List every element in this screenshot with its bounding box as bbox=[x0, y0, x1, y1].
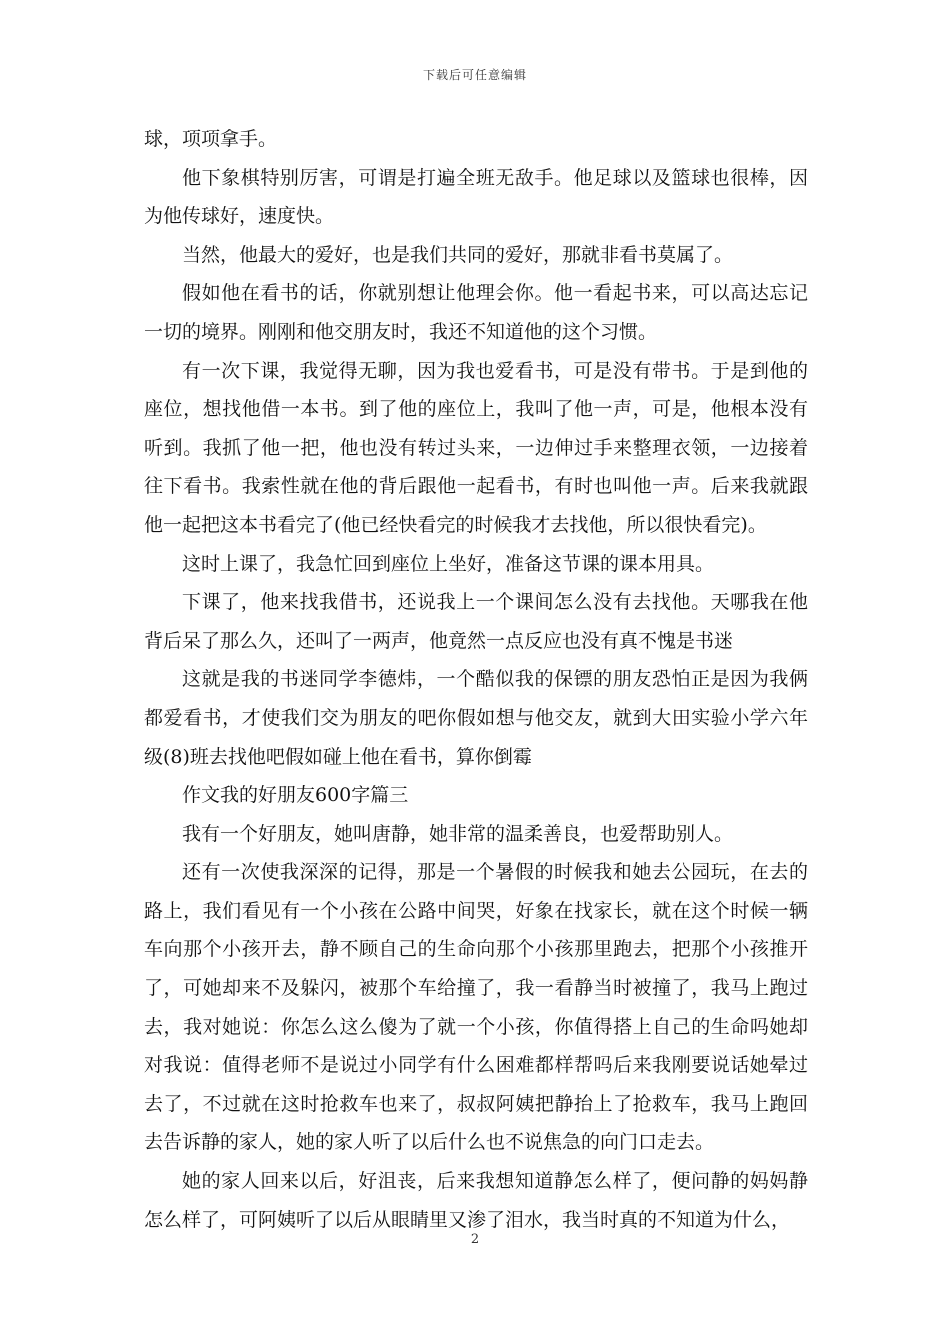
paragraph: 球，项项拿手。 bbox=[144, 128, 278, 150]
section-heading: 作文我的好朋友600字篇三 bbox=[182, 784, 409, 807]
paragraph: 我有一个好朋友，她叫唐静，她非常的温柔善良，也爱帮助别人。 bbox=[182, 822, 734, 845]
body-text bbox=[144, 120, 808, 1239]
page-number: 2 bbox=[470, 1232, 480, 1247]
paragraph: 他下象棋特别厉害，可谓是打遍全班无敌手。他足球以及篮球也很棒，因为他传球好，速度快。 bbox=[144, 166, 808, 228]
paragraph: 还有一次使我深深的记得，那是一个暑假的时候我和她去公园玩，在去的路上，我们看见有一个小孩在公路中间哭，好象在找家长，就在这个时候一辆车向那个小孩开去，静不顾自己的生命向那个小孩那里跑去，把那个小孩推开了，可她却来不及躲闪，被那个车给撞了，我一看静当时被撞了，我马上跑过去，我对她说：你怎么这么傻为了就一个小孩，你值得搭上自己的生命吗她却对我说：值得老师不是说过小同学有什么困难都样帮吗后来我刚要说话她晕过去了，不过就在这时抢救车也来了，叔叔阿姨把静抬上了抢救车，我马上跑回去告诉静的家人，她的家人听了以后什么也不说焦急的向门口走去。 bbox=[144, 861, 808, 1154]
page-header: 下载后可任意编辑 bbox=[422, 68, 527, 82]
paragraph: 假如他在看书的话，你就别想让他理会你。他一看起书来，可以高达忘记一切的境界。刚刚和他交朋友时，我还不知道他的这个习惯。 bbox=[144, 282, 808, 343]
paragraph: 这就是我的书迷同学李德炜，一个酷似我的保镖的朋友恐怕正是因为我俩都爱看书，才使我们交为朋友的吧你假如想与他交友，就到大田实验小学六年级(8)班去找他吧假如碰上他在看书，算你倒霉 bbox=[144, 668, 808, 768]
paragraph: 有一次下课，我觉得无聊，因为我也爱看书，可是没有带书。于是到他的座位，想找他借一本书。到了他的座位上，我叫了他一声，可是，他根本没有听到。我抓了他一把，他也没有转过头来，一边伸过手来整理衣领，一边接着往下看书。我索性就在他的背后跟他一起看书，有时也叫他一声。后来我就跟他一起把这本书看完了(他已经快看完的时候我才去找他，所以很快看完)。 bbox=[144, 359, 808, 536]
paragraph: 当然，他最大的爱好，也是我们共同的爱好，那就非看书莫属了。 bbox=[182, 243, 734, 266]
paragraph: 下课了，他来找我借书，还说我上一个课间怎么没有去找他。天哪我在他背后呆了那么久，还叫了一两声，他竟然一点反应也没有真不愧是书迷 bbox=[144, 591, 808, 652]
paragraph: 她的家人回来以后，好沮丧，后来我想知道静怎么样了，便问静的妈妈静怎么样了，可阿姨听了以后从眼睛里又渗了泪水，我当时真的不知道为什么， bbox=[144, 1170, 808, 1231]
paragraph: 这时上课了，我急忙回到座位上坐好，准备这节课的课本用具。 bbox=[182, 552, 715, 575]
